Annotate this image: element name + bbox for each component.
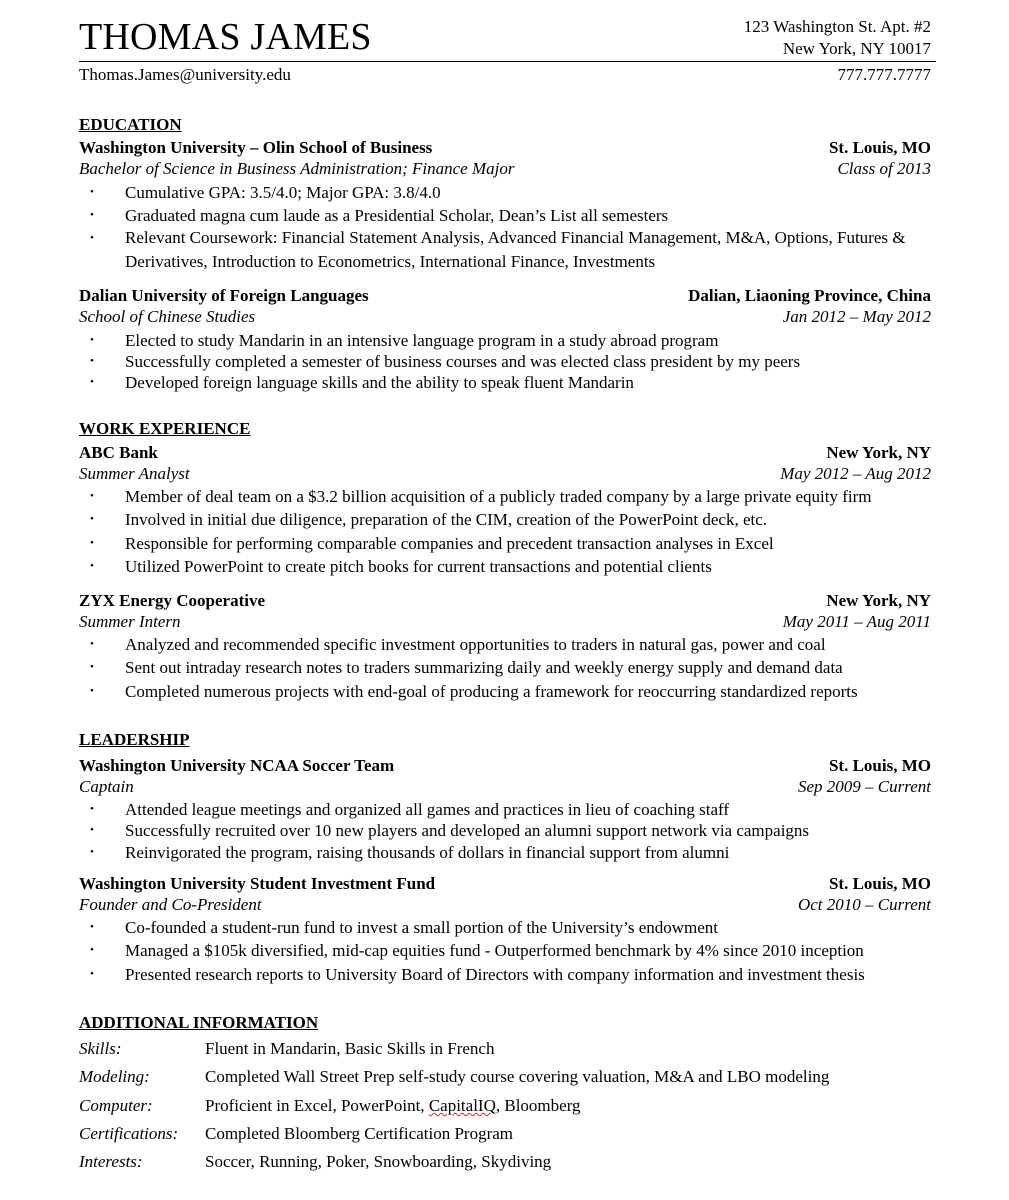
section-additional-title: ADDITIONAL INFORMATION [79, 1013, 319, 1032]
entry-date: Jan 2012 – May 2012 [782, 307, 931, 326]
bullet-icon: • [90, 921, 94, 933]
info-value-computer [205, 1095, 581, 1116]
header-divider [79, 61, 936, 62]
entry-date: Oct 2010 – Current [797, 895, 931, 914]
entry-date: May 2011 – Aug 2011 [782, 612, 931, 631]
entry-org: Dalian University of Foreign Languages [79, 286, 369, 305]
address-line-1: 123 Washington St. Apt. #2 [743, 17, 931, 36]
info-value-certifications: Completed Bloomberg Certification Program [205, 1124, 513, 1143]
bullet-text: Successfully recruited over 10 new players and developed an alumni support network via campaigns [125, 821, 810, 840]
bullet-icon: • [90, 803, 94, 815]
bullet-icon: • [90, 944, 94, 956]
bullet-icon: • [90, 355, 94, 367]
info-value-interests: Soccer, Running, Poker, Snowboarding, Skydiving [205, 1152, 552, 1171]
bullet-text: Reinvigorated the program, raising thousands of dollars in financial support from alumni [125, 843, 730, 862]
entry-location: Dalian, Liaoning Province, China [688, 286, 931, 305]
bullet-icon: • [90, 968, 94, 980]
bullet-icon: • [90, 638, 94, 650]
bullet-text: Analyzed and recommended specific investment opportunities to traders in natural gas, power and coal [125, 635, 826, 654]
info-value-computer-pre: Proficient in Excel, PowerPoint, [205, 1096, 429, 1115]
section-leadership-title: LEADERSHIP [79, 730, 190, 749]
bullet-icon: • [90, 824, 94, 836]
entry-org: Washington University – Olin School of Business [79, 138, 433, 157]
bullet-icon: • [90, 560, 94, 572]
section-work-title: WORK EXPERIENCE [79, 419, 251, 438]
info-label-interests: Interests: [79, 1152, 143, 1171]
entry-org: Washington University Student Investment Fund [79, 874, 436, 893]
info-value-computer-post: , Bloomberg [495, 1096, 581, 1115]
bullet-icon: • [90, 846, 94, 858]
info-label-certifications: Certifications: [79, 1124, 179, 1143]
entry-org: ABC Bank [79, 443, 158, 462]
entry-role: Summer Analyst [79, 464, 190, 483]
entry-location: St. Louis, MO [828, 756, 931, 775]
entry-org: ZYX Energy Cooperative [79, 591, 266, 610]
info-label-computer: Computer: [79, 1096, 153, 1115]
bullet-icon: • [90, 186, 94, 198]
bullet-text: Managed a $105k diversified, mid-cap equities fund - Outperformed benchmark by 4% since 2010 inception [125, 941, 864, 960]
bullet-icon: • [90, 537, 94, 549]
bullet-text: Relevant Coursework: Financial Statement Analysis, Advanced Financial Management, M&A, Options, Futures & Derivatives, Introduction to Econometrics, International Finance, Investments [125, 228, 906, 271]
entry-role: Bachelor of Science in Business Administration; Finance Major [79, 159, 515, 178]
address-line-2: New York, NY 10017 [782, 39, 931, 58]
entry-location: New York, NY [826, 591, 931, 610]
bullet-text: Responsible for performing comparable companies and precedent transaction analyses in Excel [125, 534, 774, 553]
bullet-text: Member of deal team on a $3.2 billion acquisition of a publicly traded company by a large private equity firm [125, 487, 872, 506]
bullet-icon: • [90, 376, 94, 388]
bullet-text: Developed foreign language skills and the ability to speak fluent Mandarin [125, 373, 634, 392]
phone: 777.777.7777 [837, 65, 931, 84]
info-value-skills: Fluent in Mandarin, Basic Skills in French [205, 1039, 495, 1058]
bullet-icon: • [90, 685, 94, 697]
bullet-icon: • [90, 490, 94, 502]
bullet-icon: • [90, 334, 94, 346]
bullet-text: Completed numerous projects with end-goal of producing a framework for reoccurring standardized reports [125, 682, 858, 701]
entry-role: Captain [79, 777, 134, 796]
bullet-text: Presented research reports to University Board of Directors with company information and investment thesis [125, 965, 865, 984]
entry-location: New York, NY [826, 443, 931, 462]
entry-location: St. Louis, MO [828, 874, 931, 893]
email: Thomas.James@university.edu [79, 65, 291, 84]
entry-role: Founder and Co-President [79, 895, 262, 914]
bullet-text: Attended league meetings and organized all games and practices in lieu of coaching staff [125, 800, 730, 819]
entry-date: Sep 2009 – Current [797, 777, 931, 796]
bullet-icon: • [90, 232, 94, 244]
entry-date: May 2012 – Aug 2012 [780, 464, 931, 483]
section-education-title: EDUCATION [79, 115, 182, 134]
bullet-text: Cumulative GPA: 3.5/4.0; Major GPA: 3.8/4.0 [125, 183, 441, 202]
entry-location: St. Louis, MO [828, 138, 931, 157]
bullet-text: Elected to study Mandarin in an intensive language program in a study abroad program [125, 331, 719, 350]
info-label-skills: Skills: [79, 1039, 122, 1058]
bullet-icon: • [90, 513, 94, 525]
bullet-text: Successfully completed a semester of business courses and was elected class president by my peers [125, 352, 801, 371]
bullet-text: Sent out intraday research notes to traders summarizing daily and weekly energy supply and demand data [125, 658, 843, 677]
info-label-modeling: Modeling: [79, 1067, 150, 1086]
entry-role: Summer Intern [79, 612, 181, 631]
entry-role: School of Chinese Studies [79, 307, 256, 326]
info-value-modeling: Completed Wall Street Prep self-study course covering valuation, M&A and LBO modeling [205, 1067, 830, 1086]
bullet-text: Graduated magna cum laude as a Presidential Scholar, Dean’s List all semesters [125, 206, 669, 225]
bullet-text: Utilized PowerPoint to create pitch books for current transactions and potential clients [125, 557, 712, 576]
bullet-text: Involved in initial due diligence, preparation of the CIM, creation of the PowerPoint deck, etc. [125, 510, 768, 529]
candidate-name: THOMAS JAMES [79, 16, 372, 58]
bullet-text: Co-founded a student-run fund to invest a small portion of the University’s endowment [125, 918, 719, 937]
entry-date: Class of 2013 [837, 159, 931, 178]
spellcheck-flagged-word: CapitalIQ [428, 1096, 496, 1115]
bullet-icon: • [90, 661, 94, 673]
bullet-icon: • [90, 209, 94, 221]
entry-org: Washington University NCAA Soccer Team [79, 756, 395, 775]
